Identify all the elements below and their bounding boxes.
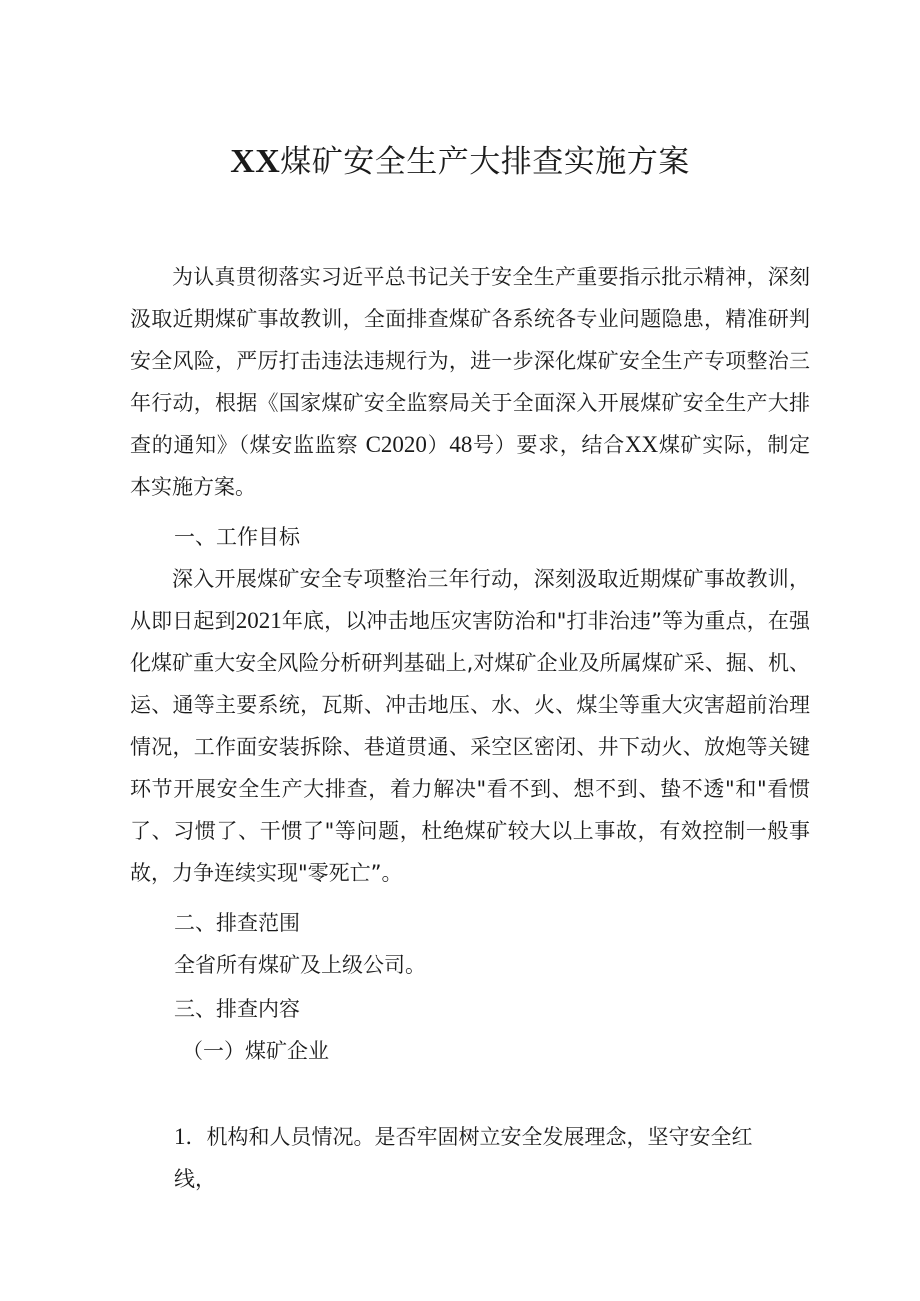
intro-text-3: 号）要求，结合 <box>472 433 625 457</box>
subsection-heading-enterprise: （一）煤矿企业 <box>182 1039 329 1063</box>
title-text: 煤矿安全生产大排查实施方案 <box>280 144 690 180</box>
intro-latin-xx: XX <box>624 432 659 457</box>
section-scope-paragraph: 全省所有煤矿及上级公司。 <box>174 953 426 977</box>
item-1-paragraph <box>174 1116 794 1200</box>
section-heading-goals: 一、工作目标 <box>174 525 300 549</box>
intro-text-1: 为认真贯彻落实习近平总书记关于安全生产重要指示批示精神，深刻汲取近期煤矿事故教训，全面排查煤矿各系统各专业问题隐患，精准研判安全风险，严厉打击违法违规行为，进一步深化煤矿安全生产专项整治三年行动，根据《国家煤矿安全监察局关于全面深入开展煤矿安全生产大排查的通知》（煤安监监察 <box>130 265 810 457</box>
intro-paragraph <box>130 256 810 508</box>
item-1-text: ．机构和人员情况。是否牢固树立安全发展理念，坚守安全红线， <box>174 1125 753 1191</box>
section-heading-scope: 二、排查范围 <box>174 911 300 935</box>
document-title <box>0 138 920 186</box>
intro-text-4: 煤矿实际，制定本实施方案。 <box>130 433 811 499</box>
intro-doc-number: 48 <box>449 432 473 457</box>
item-1-number: 1 <box>174 1124 186 1149</box>
section-goals-paragraph <box>130 558 810 894</box>
goals-year: 2021 <box>235 608 282 633</box>
intro-text-2: ） <box>426 433 450 457</box>
intro-doc-code: C2020 <box>365 432 427 457</box>
goals-text-1: 深入开展煤矿安全专项整治三年行动，深刻汲取近期煤矿事故教训，从即日起到 <box>130 567 810 633</box>
section-heading-content: 三、排查内容 <box>174 997 300 1021</box>
goals-text-2: 年底，以冲击地压灾害防治和"打非治违”等为重点，在强化煤矿重大安全风险分析研判基础上,对煤矿企业及所属煤矿采、掘、机、运、通等主要系统，瓦斯、冲击地压、水、火、煤尘等重大灾害超前治理情况，工作面安装拆除、巷道贯通、采空区密闭、井下动火、放炮等关键环节开展安全生产大排查，着力解决"看不到、想不到、蛰不透"和"看惯了、习惯了、干惯了"等问题，杜绝煤矿较大以上事故，有效控制一般事故，力争连续实现"零死亡”。 <box>130 609 810 885</box>
title-latin-prefix: XX <box>230 143 281 180</box>
